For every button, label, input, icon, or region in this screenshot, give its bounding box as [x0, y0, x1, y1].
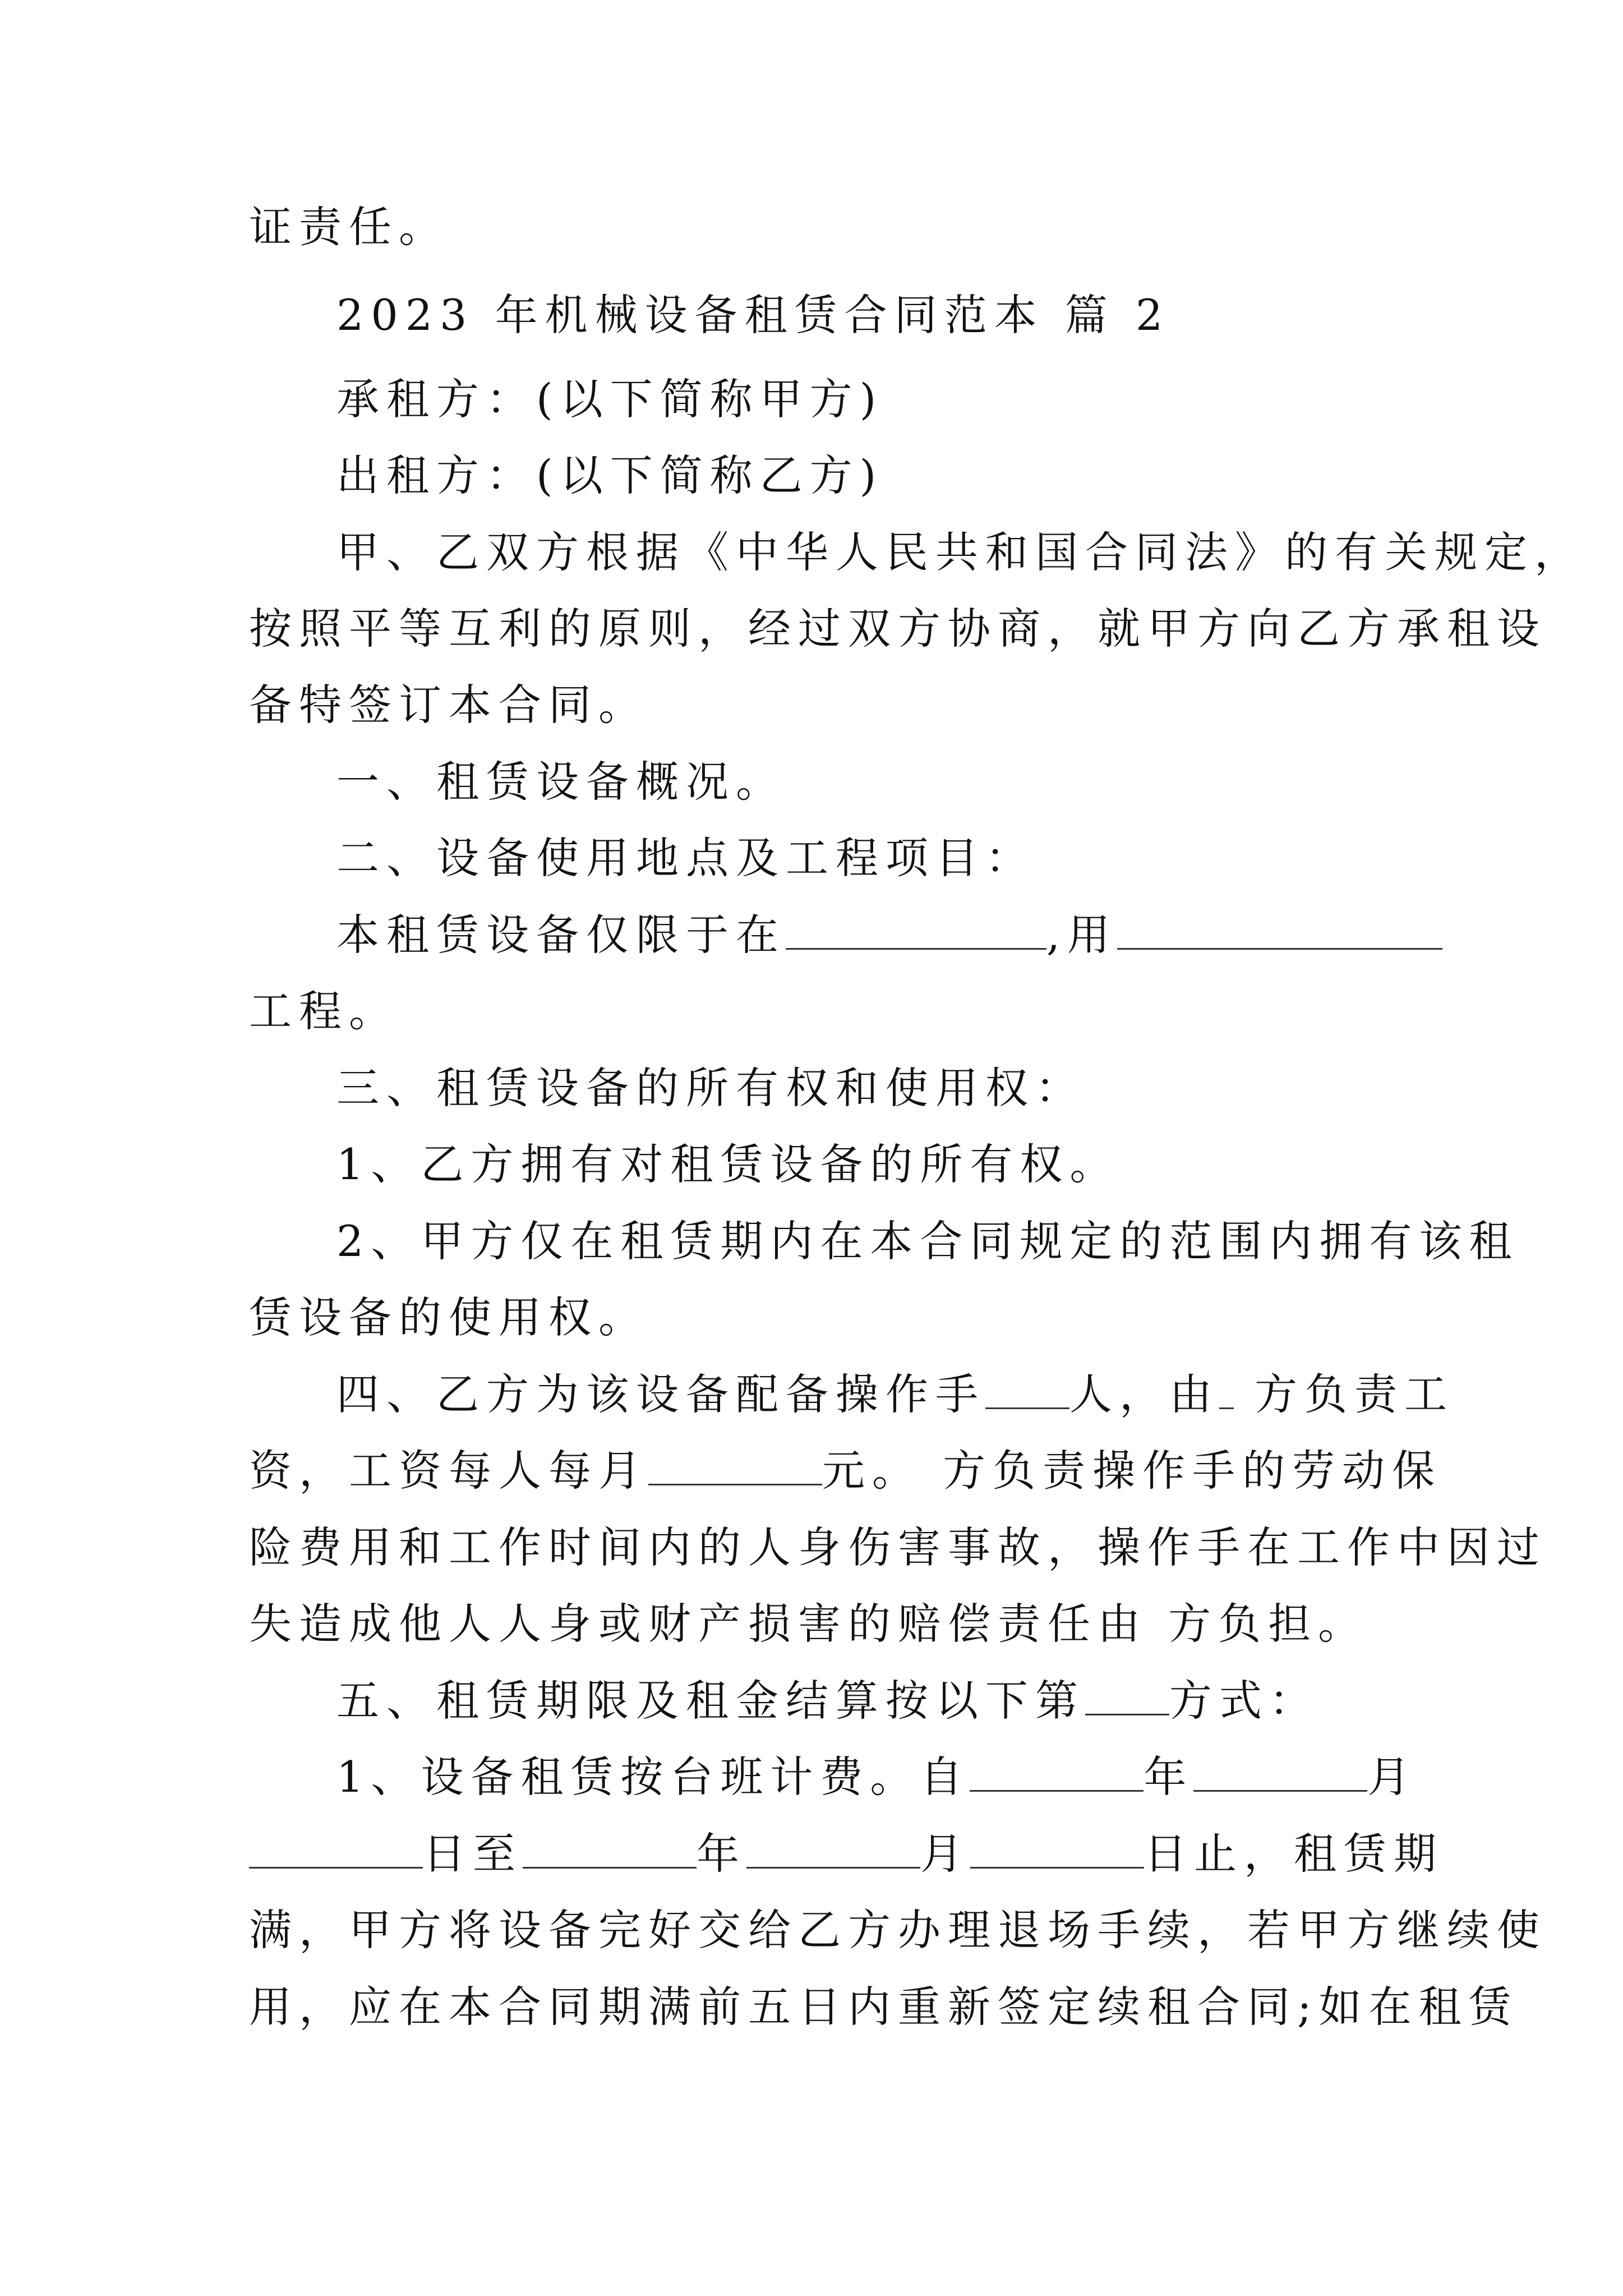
section-heading: 2023 年机械设备租赁合同范本 篇 2 — [336, 290, 1170, 340]
text-segment: 月 — [920, 1829, 970, 1879]
text-segment: 年 — [697, 1829, 746, 1879]
text-line: 失造成他人人身或财产损害的赔偿责任由 方负担。 — [249, 1599, 1368, 1649]
fill-in-blank — [970, 1830, 1144, 1869]
text-segment: 方负责工 — [1234, 1369, 1455, 1419]
fill-in-blank — [523, 1830, 697, 1869]
text-line — [336, 1749, 1418, 1805]
fill-in-blank — [1219, 1370, 1234, 1409]
text-segment: 资，工资每人每月 — [249, 1446, 648, 1496]
text-segment: 五、租赁期限及租金结算按以下第 — [336, 1676, 1085, 1726]
fill-in-blank — [1117, 911, 1442, 950]
text-line: 备特签订本合同。 — [249, 680, 648, 730]
text-line: 2、甲方仅在租赁期内在本合同规定的范围内拥有该租 — [336, 1216, 1519, 1266]
fill-in-blank — [1193, 1753, 1367, 1792]
text-line — [336, 1366, 1455, 1423]
fill-in-blank — [970, 1753, 1144, 1792]
text-line: 险费用和工作时间内的人身伤害事故，操作手在工作中因过 — [249, 1522, 1547, 1572]
text-line: 赁设备的使用权。 — [249, 1292, 648, 1342]
text-line — [336, 1673, 1387, 1729]
text-segment: 本租赁设备仅限于在 — [336, 910, 786, 960]
text-line: 甲、乙双方根据《中华人民共和国合同法》的有关规定， — [336, 527, 1584, 577]
text-line: 满，甲方将设备完好交给乙方办理退场手续，若甲方继续使 — [249, 1905, 1547, 1955]
fill-in-blank — [648, 1447, 822, 1485]
fill-in-blank — [1085, 1677, 1169, 1715]
text-segment: ,用 — [1046, 910, 1118, 960]
fill-in-blank — [985, 1370, 1069, 1409]
text-segment: 年 — [1144, 1752, 1194, 1802]
text-line: 用，应在本合同期满前五日内重新签定续租合同;如在租赁 — [249, 1982, 1519, 2032]
text-line: 证责任。 — [249, 202, 449, 252]
text-line: 1、乙方拥有对租赁设备的所有权。 — [336, 1139, 1120, 1189]
fill-in-blank — [249, 1830, 423, 1869]
text-line: 三、租赁设备的所有权和使用权： — [336, 1063, 1085, 1113]
text-segment: 方式： — [1169, 1676, 1319, 1726]
text-segment: 日止，租赁期 — [1144, 1829, 1444, 1879]
text-segment: 四、乙方为该设备配备操作手 — [336, 1369, 985, 1419]
text-segment: 元。 方负责操作手的劳动保 — [822, 1446, 1442, 1496]
text-segment: 人，由 — [1069, 1369, 1219, 1419]
text-segment: 日至 — [423, 1829, 523, 1879]
text-line: 一、租赁设备概况。 — [336, 757, 786, 807]
text-line: 承租方：(以下简称甲方) — [336, 374, 884, 424]
text-line: 工程。 — [249, 986, 399, 1036]
text-segment: 月 — [1367, 1752, 1418, 1802]
text-segment: 1、设备租赁按台班计费。自 — [336, 1752, 970, 1802]
text-line — [249, 1443, 1442, 1499]
text-line — [249, 1826, 1444, 1882]
text-line: 按照平等互利的原则，经过双方协商，就甲方向乙方承租设 — [249, 604, 1547, 654]
text-line: 二、设备使用地点及工程项目： — [336, 833, 1035, 883]
text-line: 出租方：(以下简称乙方) — [336, 450, 884, 500]
fill-in-blank — [786, 911, 1046, 950]
fill-in-blank — [746, 1830, 920, 1869]
text-line — [336, 907, 1387, 963]
